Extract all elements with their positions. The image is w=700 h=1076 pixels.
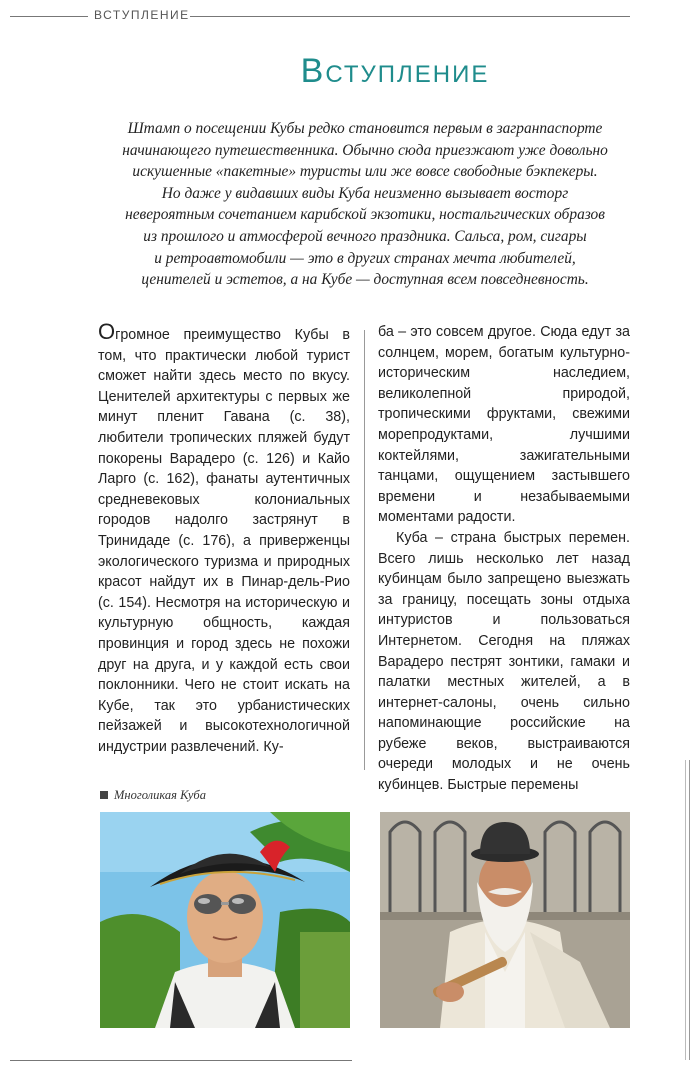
page-edge-line <box>685 760 686 1060</box>
photo-man-pirate-hat <box>100 812 350 1028</box>
body-paragraph <box>98 319 350 757</box>
header-rule-right <box>190 16 630 17</box>
intro-line: из прошлого и атмосферой вечного праздника. Сальса, ром, сигары <box>143 227 587 245</box>
intro-line: Штамп о посещении Кубы редко становится первым в загранпаспорте <box>127 120 603 137</box>
page-edge-line <box>689 760 690 1060</box>
photo-caption <box>100 788 206 803</box>
intro-paragraph <box>100 118 630 291</box>
intro-line: искушенные «пакетные» туристы или же вовсе свободные бэкпекеры. <box>132 163 598 181</box>
running-head: ВСТУПЛЕНИЕ <box>94 8 190 22</box>
photo-old-man-beard <box>380 812 630 1028</box>
body-paragraph: Куба – страна быстрых перемен. Всего лишь несколько лет назад кубинцам было запрещено выезжать за границу, посещать зоны отдыха интуристов и пользоваться Интернетом. Сегодня на пляжах Варадеро пестрят зонтики, гамаки и палатки местных жителей, а в интернет-салоны, очень сильно напоминающие российские на рубеже веков, выстраиваются очереди молодых и не очень кубинцев. Быстрые перемены <box>378 529 630 794</box>
body-paragraph: ба – это совсем другое. Сюда едут за солнцем, морем, богатым культурно-историческим наследием, великолепной природой, тропическими фруктами, свежими морепродуктами, лучшими коктейлями, зажигательными танцами, ощущением застывшего времени и незабываемыми моментами радости. <box>378 324 630 526</box>
drop-cap: О <box>98 319 116 344</box>
body-column-left <box>98 319 350 757</box>
intro-line: невероятным сочетанием карибской экзотики, ностальгических образов <box>125 206 605 224</box>
intro-line: начинающего путешественника. Обычно сюда приезжают уже довольно <box>122 141 608 159</box>
intro-line: ценителей и эстетов, а на Кубе — доступная всем повседневность. <box>141 271 589 289</box>
column-divider <box>364 330 365 770</box>
page-title: Вступление <box>300 52 490 90</box>
footer-rule <box>10 1060 352 1061</box>
header-rule-left <box>10 16 88 17</box>
body-text: громное преимущество Кубы в том, что практически любой турист сможет найти здесь место по вкусу. Ценителей архитектуры с первых же минут пленит Гавана (с. 38), любители тропических пляжей будут покорены Варадеро (с. 126) и Кайо Ларго (с. 162), фанаты аутентичных средневековых колониальных городов надолго застрянут в Тринидаде (с. 176), а приверженцы экологического туризма и природных красот найдут их в Пинар-дель-Рио (с. 154). Несмотря на историческую и культурную общность, каждая провинция и город здесь не похожи друг на друга, и у каждой есть свои поклонники. Чего не стоит искать на Кубе, так это урбанистических пейзажей и высокотехнологичной индустрии развлечений. Ку- <box>98 327 350 755</box>
intro-line: и ретроавтомобили — это в других странах мечта любителей, <box>154 249 576 267</box>
intro-line: Но даже у видавших виды Куба неизменно вызывает восторг <box>161 184 569 202</box>
caption-text: Многоликая Куба <box>114 788 206 802</box>
body-column-right <box>378 322 630 796</box>
caption-square-icon <box>100 791 108 799</box>
